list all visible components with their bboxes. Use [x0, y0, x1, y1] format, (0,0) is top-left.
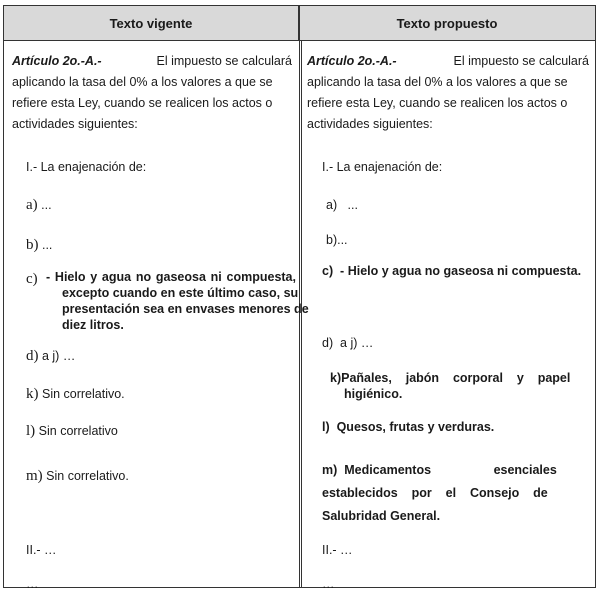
left-item-k-letter: k): [26, 386, 39, 402]
left-article-line-4: actividades siguientes:: [12, 117, 138, 131]
left-article-line-1-rest: El impuesto se calculará: [156, 54, 292, 68]
left-item-c-letter-wrap: [26, 269, 38, 289]
header-current-text: Texto vigente: [4, 6, 299, 41]
left-item-c-line-4: diez litros.: [62, 318, 124, 332]
left-enajenacion: I.- La enajenación de:: [26, 160, 147, 174]
left-item-m-text: Sin correlativo.: [46, 469, 129, 483]
left-article-line-1: [12, 51, 292, 71]
left-item-d-text: a j) …: [41, 349, 76, 363]
left-item-d-letter: d): [26, 348, 39, 364]
right-article-line-3: refiere esta Ley, cuando se realicen los actos o: [307, 96, 568, 110]
left-item-b-letter: b): [26, 237, 39, 253]
left-item-c-text: [46, 269, 309, 333]
left-item-m-letter: m): [26, 468, 43, 484]
left-item-b: [26, 235, 52, 255]
left-item-a: [26, 195, 52, 215]
left-item-b-text: ...: [41, 238, 53, 252]
left-item-a-text: ...: [41, 198, 52, 212]
left-item-c-line-2: excepto cuando en este último caso, su: [62, 286, 299, 300]
header-proposed-text: Texto propuesto: [299, 6, 595, 41]
right-article-line-1: [307, 51, 589, 71]
right-item-m-line-2: establecidos por el Consejo de: [322, 486, 548, 500]
right-item-m-line-1: m) Medicamentos esenciales: [322, 463, 557, 477]
left-item-c-line-1: - Hielo y agua no gaseosa ni compuesta,: [46, 270, 296, 284]
right-item-d: d) a j) …: [322, 336, 374, 350]
right-article-title: Artículo 2o.-A.-: [307, 54, 397, 68]
right-enajenacion: I.- La enajenación de:: [322, 160, 443, 174]
right-item-b: b)...: [326, 233, 348, 247]
right-item-k-line-2: higiénico.: [344, 387, 403, 401]
left-item-l: [26, 421, 118, 441]
right-article-line-2: aplicando la tasa del 0% a los valores a que se: [307, 75, 568, 89]
right-item-c: c) - Hielo y agua no gaseosa ni compuesta.: [322, 264, 582, 278]
left-item-m: [26, 466, 129, 486]
left-item-l-letter: l): [26, 423, 36, 439]
right-ellipsis: …: [322, 577, 335, 591]
right-article-line-4: actividades siguientes:: [307, 117, 433, 131]
left-article-line-2: aplicando la tasa del 0% a los valores a que se: [12, 75, 273, 89]
left-item-a-letter: a): [26, 197, 38, 213]
left-article-line-3: refiere esta Ley, cuando se realicen los actos o: [12, 96, 273, 110]
right-item-m-line-3: Salubridad General.: [322, 509, 441, 523]
left-section-ii: II.- …: [26, 543, 57, 557]
right-item-a: a) ...: [326, 198, 358, 212]
left-item-k: [26, 384, 125, 404]
right-item-l: l) Quesos, frutas y verduras.: [322, 420, 495, 434]
comparison-table: [3, 5, 596, 591]
right-section-ii: II.- …: [322, 543, 353, 557]
right-item-k: [330, 370, 590, 402]
left-item-l-text: Sin correlativo: [38, 424, 118, 438]
left-ellipsis: …: [26, 577, 39, 591]
left-item-c-line-3: presentación sea en envases menores de: [62, 302, 309, 316]
left-item-k-text: Sin correlativo.: [41, 387, 125, 401]
left-item-c-letter: c): [26, 271, 38, 287]
right-article-line-1-rest: El impuesto se calculará: [453, 54, 589, 68]
right-item-k-line-1: k)Pañales, jabón corporal y papel: [330, 371, 571, 385]
left-article-title: Artículo 2o.-A.-: [12, 54, 102, 68]
column-divider: [299, 6, 300, 587]
left-item-d: [26, 346, 75, 366]
